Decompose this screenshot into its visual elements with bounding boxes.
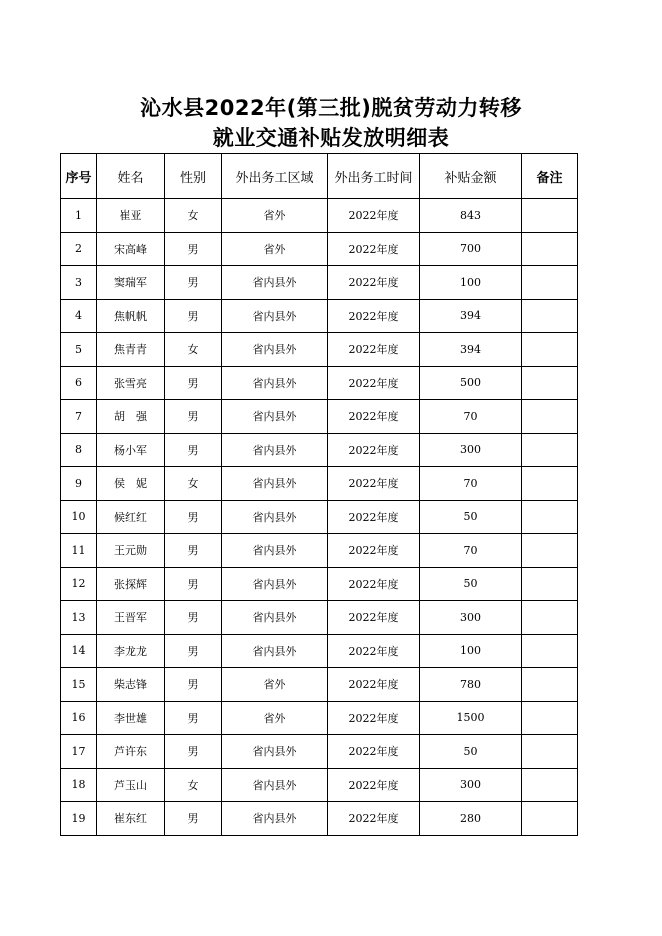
cell-index: 8	[61, 433, 97, 467]
cell-name: 窦瑞军	[97, 266, 165, 300]
cell-subsidy-amount: 780	[420, 668, 522, 702]
cell-gender: 男	[165, 668, 222, 702]
cell-work-region: 省内县外	[222, 601, 328, 635]
cell-work-time: 2022年度	[328, 266, 420, 300]
cell-work-time: 2022年度	[328, 500, 420, 534]
cell-subsidy-amount: 280	[420, 802, 522, 836]
cell-work-region: 省内县外	[222, 433, 328, 467]
cell-work-time: 2022年度	[328, 634, 420, 668]
header-work-region: 外出务工区域	[222, 154, 328, 199]
header-work-time: 外出务工时间	[328, 154, 420, 199]
cell-index: 11	[61, 534, 97, 568]
cell-work-region: 省内县外	[222, 768, 328, 802]
cell-work-time: 2022年度	[328, 534, 420, 568]
cell-work-time: 2022年度	[328, 768, 420, 802]
cell-work-region: 省外	[222, 232, 328, 266]
cell-remarks	[522, 467, 578, 501]
cell-work-region: 省内县外	[222, 299, 328, 333]
cell-name: 张雪亮	[97, 366, 165, 400]
table-row	[61, 199, 578, 233]
document-title-line-2: 就业交通补贴发放明细表	[212, 126, 450, 150]
cell-subsidy-amount: 300	[420, 433, 522, 467]
cell-name: 胡 强	[97, 400, 165, 434]
cell-subsidy-amount: 500	[420, 366, 522, 400]
cell-gender: 男	[165, 567, 222, 601]
cell-subsidy-amount: 300	[420, 601, 522, 635]
table-row	[61, 467, 578, 501]
cell-work-time: 2022年度	[328, 701, 420, 735]
cell-name: 柴志锋	[97, 668, 165, 702]
cell-index: 10	[61, 500, 97, 534]
cell-index: 14	[61, 634, 97, 668]
cell-work-region: 省内县外	[222, 400, 328, 434]
cell-name: 候红红	[97, 500, 165, 534]
cell-gender: 男	[165, 232, 222, 266]
cell-work-region: 省外	[222, 668, 328, 702]
cell-index: 3	[61, 266, 97, 300]
table-row	[61, 668, 578, 702]
cell-work-time: 2022年度	[328, 366, 420, 400]
cell-work-time: 2022年度	[328, 802, 420, 836]
cell-index: 2	[61, 232, 97, 266]
cell-remarks	[522, 802, 578, 836]
cell-index: 12	[61, 567, 97, 601]
table-row	[61, 634, 578, 668]
cell-index: 15	[61, 668, 97, 702]
cell-work-region: 省内县外	[222, 467, 328, 501]
cell-index: 1	[61, 199, 97, 233]
cell-remarks	[522, 500, 578, 534]
table-row	[61, 266, 578, 300]
cell-remarks	[522, 400, 578, 434]
cell-subsidy-amount: 50	[420, 567, 522, 601]
cell-subsidy-amount: 50	[420, 735, 522, 769]
cell-work-region: 省内县外	[222, 534, 328, 568]
cell-subsidy-amount: 1500	[420, 701, 522, 735]
cell-index: 4	[61, 299, 97, 333]
cell-gender: 男	[165, 433, 222, 467]
cell-work-region: 省外	[222, 199, 328, 233]
cell-subsidy-amount: 700	[420, 232, 522, 266]
cell-index: 6	[61, 366, 97, 400]
cell-work-time: 2022年度	[328, 433, 420, 467]
cell-work-time: 2022年度	[328, 735, 420, 769]
table-row	[61, 333, 578, 367]
cell-work-time: 2022年度	[328, 232, 420, 266]
cell-name: 芦玉山	[97, 768, 165, 802]
table-header-row	[61, 154, 578, 199]
cell-work-region: 省内县外	[222, 802, 328, 836]
cell-gender: 男	[165, 299, 222, 333]
header-gender: 性别	[165, 154, 222, 199]
cell-name: 芦许东	[97, 735, 165, 769]
cell-work-region: 省内县外	[222, 735, 328, 769]
table-row	[61, 567, 578, 601]
cell-subsidy-amount: 843	[420, 199, 522, 233]
cell-work-region: 省内县外	[222, 634, 328, 668]
cell-subsidy-amount: 50	[420, 500, 522, 534]
cell-index: 17	[61, 735, 97, 769]
header-name: 姓名	[97, 154, 165, 199]
cell-index: 16	[61, 701, 97, 735]
cell-gender: 女	[165, 768, 222, 802]
cell-index: 5	[61, 333, 97, 367]
cell-work-time: 2022年度	[328, 567, 420, 601]
cell-name: 王元勋	[97, 534, 165, 568]
cell-work-region: 省内县外	[222, 366, 328, 400]
cell-gender: 男	[165, 802, 222, 836]
cell-work-time: 2022年度	[328, 601, 420, 635]
cell-remarks	[522, 601, 578, 635]
cell-remarks	[522, 567, 578, 601]
cell-remarks	[522, 701, 578, 735]
table-row	[61, 601, 578, 635]
cell-work-time: 2022年度	[328, 467, 420, 501]
cell-gender: 男	[165, 735, 222, 769]
cell-name: 焦帆帆	[97, 299, 165, 333]
cell-name: 杨小军	[97, 433, 165, 467]
cell-name: 张探辉	[97, 567, 165, 601]
table-row	[61, 299, 578, 333]
cell-remarks	[522, 735, 578, 769]
cell-subsidy-amount: 100	[420, 634, 522, 668]
cell-work-region: 省内县外	[222, 500, 328, 534]
cell-index: 18	[61, 768, 97, 802]
cell-remarks	[522, 433, 578, 467]
table-row	[61, 534, 578, 568]
cell-remarks	[522, 266, 578, 300]
cell-work-time: 2022年度	[328, 299, 420, 333]
cell-name: 李世雄	[97, 701, 165, 735]
cell-gender: 男	[165, 534, 222, 568]
cell-remarks	[522, 534, 578, 568]
cell-gender: 女	[165, 467, 222, 501]
cell-remarks	[522, 668, 578, 702]
table-row	[61, 701, 578, 735]
cell-work-time: 2022年度	[328, 199, 420, 233]
cell-work-region: 省内县外	[222, 567, 328, 601]
cell-name: 崔亚	[97, 199, 165, 233]
cell-name: 宋高峰	[97, 232, 165, 266]
table-row	[61, 500, 578, 534]
table-row	[61, 433, 578, 467]
cell-remarks	[522, 634, 578, 668]
cell-work-time: 2022年度	[328, 400, 420, 434]
cell-remarks	[522, 232, 578, 266]
cell-gender: 男	[165, 500, 222, 534]
cell-subsidy-amount: 394	[420, 299, 522, 333]
cell-work-region: 省内县外	[222, 266, 328, 300]
cell-index: 7	[61, 400, 97, 434]
cell-name: 王晋军	[97, 601, 165, 635]
cell-remarks	[522, 299, 578, 333]
cell-remarks	[522, 366, 578, 400]
cell-name: 侯 妮	[97, 467, 165, 501]
cell-gender: 男	[165, 366, 222, 400]
cell-subsidy-amount: 70	[420, 467, 522, 501]
header-index: 序号	[61, 154, 97, 199]
subsidy-table	[60, 153, 578, 836]
cell-remarks	[522, 199, 578, 233]
cell-subsidy-amount: 70	[420, 534, 522, 568]
cell-subsidy-amount: 70	[420, 400, 522, 434]
table-row	[61, 232, 578, 266]
cell-name: 崔东红	[97, 802, 165, 836]
table-row	[61, 400, 578, 434]
cell-gender: 女	[165, 333, 222, 367]
cell-index: 13	[61, 601, 97, 635]
cell-name: 李龙龙	[97, 634, 165, 668]
cell-gender: 男	[165, 400, 222, 434]
cell-work-time: 2022年度	[328, 668, 420, 702]
cell-subsidy-amount: 300	[420, 768, 522, 802]
header-subsidy-amount: 补贴金额	[420, 154, 522, 199]
cell-index: 19	[61, 802, 97, 836]
cell-subsidy-amount: 394	[420, 333, 522, 367]
cell-gender: 男	[165, 701, 222, 735]
table-row	[61, 768, 578, 802]
cell-remarks	[522, 768, 578, 802]
header-remarks: 备注	[522, 154, 578, 199]
cell-gender: 女	[165, 199, 222, 233]
table-row	[61, 735, 578, 769]
cell-gender: 男	[165, 601, 222, 635]
cell-remarks	[522, 333, 578, 367]
cell-work-region: 省内县外	[222, 333, 328, 367]
cell-name: 焦青青	[97, 333, 165, 367]
document-title-line-1: 沁水县2022年(第三批)脱贫劳动力转移	[140, 96, 522, 120]
cell-index: 9	[61, 467, 97, 501]
cell-gender: 男	[165, 266, 222, 300]
table-row	[61, 366, 578, 400]
cell-work-region: 省外	[222, 701, 328, 735]
cell-gender: 男	[165, 634, 222, 668]
table-row	[61, 802, 578, 836]
cell-subsidy-amount: 100	[420, 266, 522, 300]
cell-work-time: 2022年度	[328, 333, 420, 367]
